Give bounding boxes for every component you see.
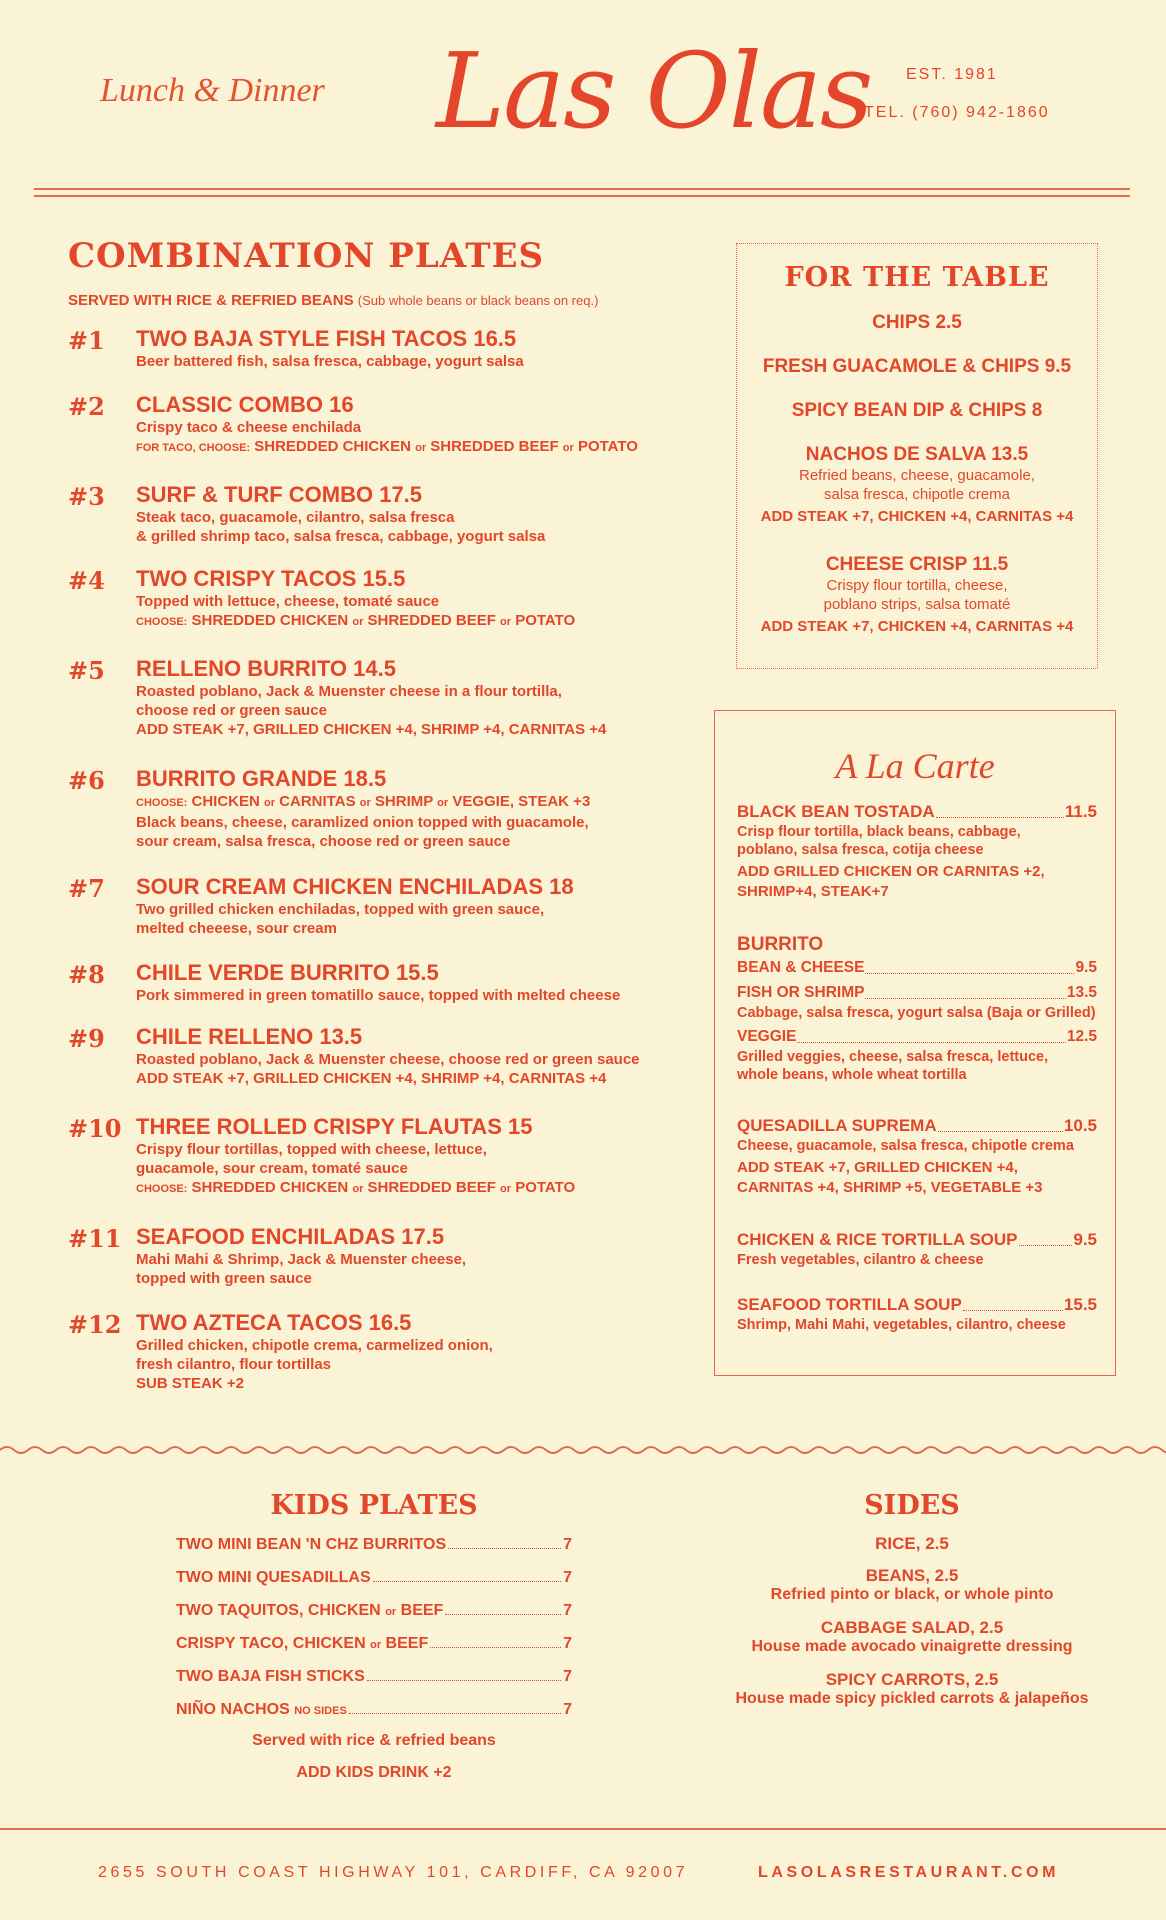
plate-name: THREE ROLLED CRISPY FLAUTAS 15 <box>136 1114 533 1139</box>
burrito-heading: BURRITO <box>737 934 824 955</box>
plate-choice: FOR TACO, CHOOSE: SHREDDED CHICKEN or SHREDDED BEEF or POTATO <box>136 438 638 455</box>
kids-served-with: Served with rice & refried beans <box>252 1732 496 1749</box>
kids-drink-add-on: ADD KIDS DRINK +2 <box>296 1764 452 1781</box>
combination-plates-subtitle: SERVED WITH RICE & REFRIED BEANS (Sub whole beans or black beans on req.) <box>68 292 599 309</box>
cabbage-salad-description: House made avocado vinaigrette dressing <box>751 1638 1073 1655</box>
for-the-table-box <box>736 243 1098 669</box>
plate-choice: CHOOSE: SHREDDED CHICKEN or SHREDDED BEEF or POTATO <box>136 1179 576 1196</box>
plate-choice: CHOOSE: SHREDDED CHICKEN or SHREDDED BEEF or POTATO <box>136 612 576 629</box>
seafood-soup-description: Shrimp, Mahi Mahi, vegetables, cilantro, cheese <box>737 1317 1066 1333</box>
for-the-table-title: FOR THE TABLE <box>784 262 1050 293</box>
plate-name: CLASSIC COMBO 16 <box>136 392 354 417</box>
plate-name: RELLENO BURRITO 14.5 <box>136 656 396 681</box>
plate-number: #1 <box>68 326 105 355</box>
veggie-description-2: whole beans, whole wheat tortilla <box>737 1067 967 1083</box>
veggie-name: VEGGIE <box>737 1028 797 1045</box>
phone-number: TEL. (760) 942-1860 <box>864 104 1050 121</box>
guacamole-item: FRESH GUACAMOLE & CHIPS 9.5 <box>762 356 1072 377</box>
header-rule-bottom <box>34 195 1130 197</box>
kids-plate-item: TWO MINI QUESADILLAS 7 <box>176 1569 572 1586</box>
plate-description: Steak taco, guacamole, cilantro, salsa fresca <box>136 509 455 526</box>
seafood-soup-price: 15.5 <box>1063 1295 1097 1314</box>
plate-number: #3 <box>68 482 105 511</box>
plate-description: Crispy flour tortillas, topped with cheese, lettuce, <box>136 1141 487 1158</box>
cheese-crisp-description-1: Crispy flour tortilla, cheese, <box>826 577 1008 594</box>
plate-name: SURF & TURF COMBO 17.5 <box>136 482 423 507</box>
plate-description: Mahi Mahi & Shrimp, Jack & Muenster cheese, <box>136 1251 467 1268</box>
quesadilla-add-ons-2: CARNITAS +4, SHRIMP +5, VEGETABLE +3 <box>737 1179 1043 1196</box>
plate-number: #6 <box>68 766 105 795</box>
rice-side: RICE, 2.5 <box>875 1534 949 1553</box>
chicken-soup-block <box>737 1229 1097 1269</box>
plate-description: Topped with lettuce, cheese, tomaté sauce <box>136 593 440 610</box>
tostada-add-ons-2: SHRIMP+4, STEAK+7 <box>737 883 889 900</box>
sides-title: SIDES <box>864 1490 960 1521</box>
veggie-price: 12.5 <box>1066 1028 1097 1045</box>
beans-description: Refried pinto or black, or whole pinto <box>770 1586 1054 1603</box>
quesadilla-name: QUESADILLA SUPREMA <box>737 1116 937 1135</box>
plate-description: melted cheeese, sour cream <box>136 920 337 937</box>
kids-plate-item: CRISPY TACO, CHICKEN or BEEF 7 <box>176 1635 572 1652</box>
cabbage-salad-side: CABBAGE SALAD, 2.5 <box>820 1618 1004 1637</box>
cheese-crisp-add-ons: ADD STEAK +7, CHICKEN +4, CARNITAS +4 <box>760 618 1074 635</box>
tagline: Lunch & Dinner <box>100 72 325 109</box>
cheese-crisp-item: CHEESE CRISP 11.5 <box>825 554 1009 575</box>
tostada-description-1: Crisp flour tortilla, black beans, cabbage, <box>737 824 1021 840</box>
burrito-block <box>737 933 1097 1084</box>
plate-description: Pork simmered in green tomatillo sauce, topped with melted cheese <box>136 987 621 1004</box>
tostada-name: BLACK BEAN TOSTADA <box>737 802 935 821</box>
bean-cheese-price: 9.5 <box>1075 959 1097 976</box>
plate-name: CHILE VERDE BURRITO 15.5 <box>136 960 439 985</box>
plate-description: fresh cilantro, flour tortillas <box>136 1356 332 1373</box>
combination-plates-title: COMBINATION PLATES <box>68 236 545 276</box>
kids-plate-item: TWO TAQUITOS, CHICKEN or BEEF 7 <box>176 1602 572 1619</box>
a-la-carte-box <box>714 710 1116 1376</box>
plate-description: & grilled shrimp taco, salsa fresca, cabbage, yogurt salsa <box>136 528 546 545</box>
quesadilla-add-ons-1: ADD STEAK +7, GRILLED CHICKEN +4, <box>737 1159 1018 1176</box>
seafood-soup-name: SEAFOOD TORTILLA SOUP <box>737 1295 962 1314</box>
footer-rule <box>0 1828 1166 1830</box>
plate-number: #4 <box>68 566 105 595</box>
cheese-crisp-description-2: poblano strips, salsa tomaté <box>823 596 1011 613</box>
plate-description: choose red or green sauce <box>136 702 327 719</box>
plate-number: #8 <box>68 960 105 989</box>
plate-description: Grilled chicken, chipotle crema, carmelized onion, <box>136 1337 493 1354</box>
chicken-soup-description: Fresh vegetables, cilantro & cheese <box>737 1252 984 1268</box>
fish-shrimp-description: Cabbage, salsa fresca, yogurt salsa (Baja or Grilled) <box>737 1005 1096 1021</box>
chips-item: CHIPS 2.5 <box>872 312 962 333</box>
plate-description: Roasted poblano, Jack & Muenster cheese, choose red or green sauce <box>136 1051 640 1068</box>
seafood-soup-block <box>737 1294 1097 1334</box>
plate-description: Black beans, cheese, caramlized onion topped with guacamole, <box>136 814 589 831</box>
plate-number: #5 <box>68 656 105 685</box>
plate-description: sour cream, salsa fresca, choose red or green sauce <box>136 833 511 850</box>
kids-plate-item: TWO BAJA FISH STICKS 7 <box>176 1668 572 1685</box>
nachos-description-1: Refried beans, cheese, guacamole, <box>799 467 1035 484</box>
plate-description: Roasted poblano, Jack & Muenster cheese in a flour tortilla, <box>136 683 562 700</box>
nachos-description-2: salsa fresca, chipotle crema <box>824 486 1010 503</box>
plate-name: SOUR CREAM CHICKEN ENCHILADAS 18 <box>136 874 574 899</box>
plate-add-ons: SUB STEAK +2 <box>136 1375 244 1392</box>
plate-description: guacamole, sour cream, tomaté sauce <box>136 1160 408 1177</box>
plate-number: #9 <box>68 1024 105 1053</box>
plate-name: CHILE RELLENO 13.5 <box>136 1024 363 1049</box>
established-year: EST. 1981 <box>906 66 998 83</box>
chicken-soup-name: CHICKEN & RICE TORTILLA SOUP <box>737 1230 1018 1249</box>
quesadilla-description: Cheese, guacamole, salsa fresca, chipotle crema <box>737 1138 1074 1154</box>
kids-plate-item: TWO MINI BEAN 'N CHZ BURRITOS 7 <box>176 1536 572 1553</box>
plate-name: BURRITO GRANDE 18.5 <box>136 766 387 791</box>
plate-choice: CHOOSE: CHICKEN or CARNITAS or SHRIMP or VEGGIE, STEAK +3 <box>136 793 591 810</box>
restaurant-logo: Las Olas <box>436 30 872 152</box>
spicy-carrots-side: SPICY CARROTS, 2.5 <box>825 1670 999 1689</box>
plate-description: Crispy taco & cheese enchilada <box>136 419 362 436</box>
tostada-description-2: poblano, salsa fresca, cotija cheese <box>737 842 984 858</box>
plate-number: #7 <box>68 874 105 903</box>
spicy-carrots-description: House made spicy pickled carrots & jalapeños <box>735 1690 1089 1707</box>
bean-dip-item: SPICY BEAN DIP & CHIPS 8 <box>791 400 1043 421</box>
quesadilla-price: 10.5 <box>1063 1116 1097 1135</box>
veggie-description-1: Grilled veggies, cheese, salsa fresca, lettuce, <box>737 1049 1049 1065</box>
kids-plates-title: KIDS PLATES <box>270 1490 478 1521</box>
chicken-soup-price: 9.5 <box>1073 1230 1097 1249</box>
plate-add-ons: ADD STEAK +7, GRILLED CHICKEN +4, SHRIMP +4, CARNITAS +4 <box>136 721 607 738</box>
plate-name: TWO CRISPY TACOS 15.5 <box>136 566 406 591</box>
nachos-add-ons: ADD STEAK +7, CHICKEN +4, CARNITAS +4 <box>760 508 1074 525</box>
tostada-block <box>737 801 1097 902</box>
plate-description: Beer battered fish, salsa fresca, cabbage, yogurt salsa <box>136 353 524 370</box>
plate-add-ons: ADD STEAK +7, GRILLED CHICKEN +4, SHRIMP +4, CARNITAS +4 <box>136 1070 607 1087</box>
plate-name: TWO AZTECA TACOS 16.5 <box>136 1310 412 1335</box>
wave-divider <box>0 1440 1166 1460</box>
kids-plate-item: NIÑO NACHOS NO SIDES 7 <box>176 1701 572 1718</box>
plate-number: #12 <box>68 1310 122 1339</box>
plate-name: SEAFOOD ENCHILADAS 17.5 <box>136 1224 445 1249</box>
plate-description: Two grilled chicken enchiladas, topped with green sauce, <box>136 901 545 918</box>
a-la-carte-title: A La Carte <box>835 746 995 786</box>
header-rule-top <box>34 188 1130 190</box>
tostada-add-ons-1: ADD GRILLED CHICKEN OR CARNITAS +2, <box>737 863 1045 880</box>
plate-number: #11 <box>68 1224 122 1253</box>
fish-shrimp-name: FISH OR SHRIMP <box>737 984 865 1001</box>
plate-number: #10 <box>68 1114 122 1143</box>
address: 2655 SOUTH COAST HIGHWAY 101, CARDIFF, CA 92007 <box>98 1864 689 1881</box>
plate-name: TWO BAJA STYLE FISH TACOS 16.5 <box>136 326 517 351</box>
quesadilla-block <box>737 1115 1097 1198</box>
fish-shrimp-price: 13.5 <box>1066 984 1097 1001</box>
plate-number: #2 <box>68 392 105 421</box>
beans-side: BEANS, 2.5 <box>865 1566 959 1585</box>
tostada-price: 11.5 <box>1064 802 1097 821</box>
bean-cheese-name: BEAN & CHEESE <box>737 959 865 976</box>
plate-description: topped with green sauce <box>136 1270 312 1287</box>
website-link[interactable]: LASOLASRESTAURANT.COM <box>758 1864 1060 1881</box>
nachos-item: NACHOS DE SALVA 13.5 <box>805 444 1029 465</box>
